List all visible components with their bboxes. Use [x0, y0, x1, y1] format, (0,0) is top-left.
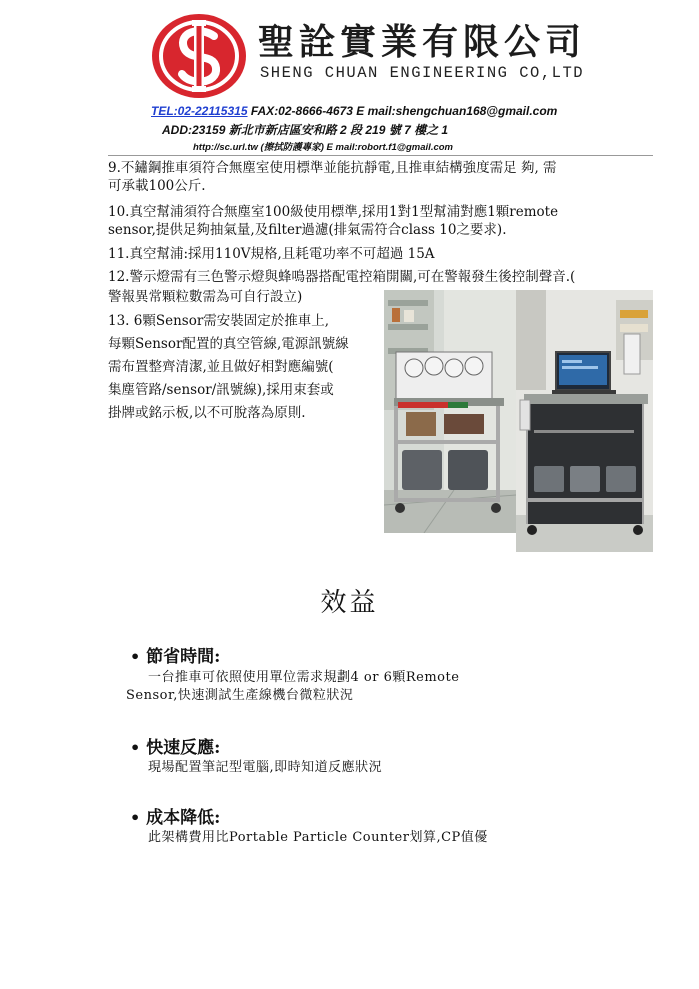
- benefits-title: 效益: [320, 588, 379, 618]
- spec-item-13-line4: 集塵管路/sensor/訊號線),採用束套或: [108, 382, 334, 398]
- company-name-chinese: 聖詮實業有限公司: [258, 21, 587, 63]
- contact-tel-fax-email: [151, 104, 557, 118]
- benefit-time-saving-heading: • 節省時間:: [130, 647, 221, 667]
- web-suffix: ) E mail:robort.f1@gmail.com: [320, 142, 453, 153]
- spec-item-13-line3: 需布置整齊清潔,並且做好相對應編號(: [108, 359, 334, 375]
- spec-item-13-line5: 掛牌或銘示板,以不可脫落為原則.: [108, 405, 306, 421]
- benefit-fast-response-heading: • 快速反應:: [130, 738, 221, 758]
- spec-item-9-line1: 9.不鏽鋼推車須符合無塵室使用標準並能抗靜電,且推車結構強度需足 夠, 需: [108, 160, 557, 176]
- spec-item-11: 11.真空幫浦:採用110V規格,且耗電功率不可超過 15A: [108, 246, 435, 262]
- spec-item-10-line1: 10.真空幫浦須符合無塵室100級使用標準,採用1對1型幫浦對應1顆remote: [108, 204, 559, 220]
- spec-item-9-line2: 可承載100公斤.: [108, 178, 206, 194]
- photo-cart-with-pumps: [384, 290, 516, 533]
- bullet-icon: •: [130, 808, 141, 827]
- spec-item-13-line1: 13. 6顆Sensor需安裝固定於推車上,: [108, 313, 330, 329]
- benefit-time-saving-text-line2: Sensor,快速測試生產線機台微粒狀況: [126, 688, 354, 703]
- fax-email-text: FAX:02-8666-4673 E mail:shengchuan168@gmail.com: [247, 104, 558, 118]
- web-prefix: http://sc.url.tw (: [193, 142, 264, 153]
- bullet-icon: •: [130, 738, 141, 757]
- contact-address: ADD:23159 新北市新店區安和路 2 段 219 號 7 樓之 1: [162, 123, 449, 137]
- web-tagline: 擦拭防護專家: [263, 142, 321, 153]
- photo-cart-with-laptop: [516, 290, 653, 552]
- tel-link[interactable]: TEL:02-22115315: [151, 104, 248, 118]
- header-divider: [108, 155, 653, 156]
- company-logo: [150, 12, 248, 100]
- spec-item-10-line2: sensor,提供足夠抽氣量,及filter過濾(排氣需符合class 10之要求).: [108, 222, 507, 238]
- benefit-time-saving-text-line1: 一台推車可依照使用單位需求規劃4 or 6顆Remote: [148, 670, 460, 685]
- spec-item-13-line2: 每顆Sensor配置的真空管線,電源訊號線: [108, 336, 349, 352]
- benefit-cost-reduction-text: 此架構費用比Portable Particle Counter划算,CP值優: [148, 830, 488, 845]
- benefit-cost-reduction-heading: • 成本降低:: [130, 808, 221, 828]
- spec-item-12-line2: 警報異常顆粒數需為可自行設立): [108, 289, 303, 305]
- spec-item-12-line1: 12.警示燈需有三色警示燈與蜂鳴器搭配電控箱開關,可在警報發生後控制聲音.(: [108, 269, 576, 285]
- benefit-fast-response-text: 現場配置筆記型電腦,即時知道反應狀況: [148, 760, 383, 775]
- bullet-icon: •: [130, 647, 141, 666]
- company-name-english: SHENG CHUAN ENGINEERING CO,LTD: [260, 64, 585, 82]
- contact-web: [193, 139, 453, 153]
